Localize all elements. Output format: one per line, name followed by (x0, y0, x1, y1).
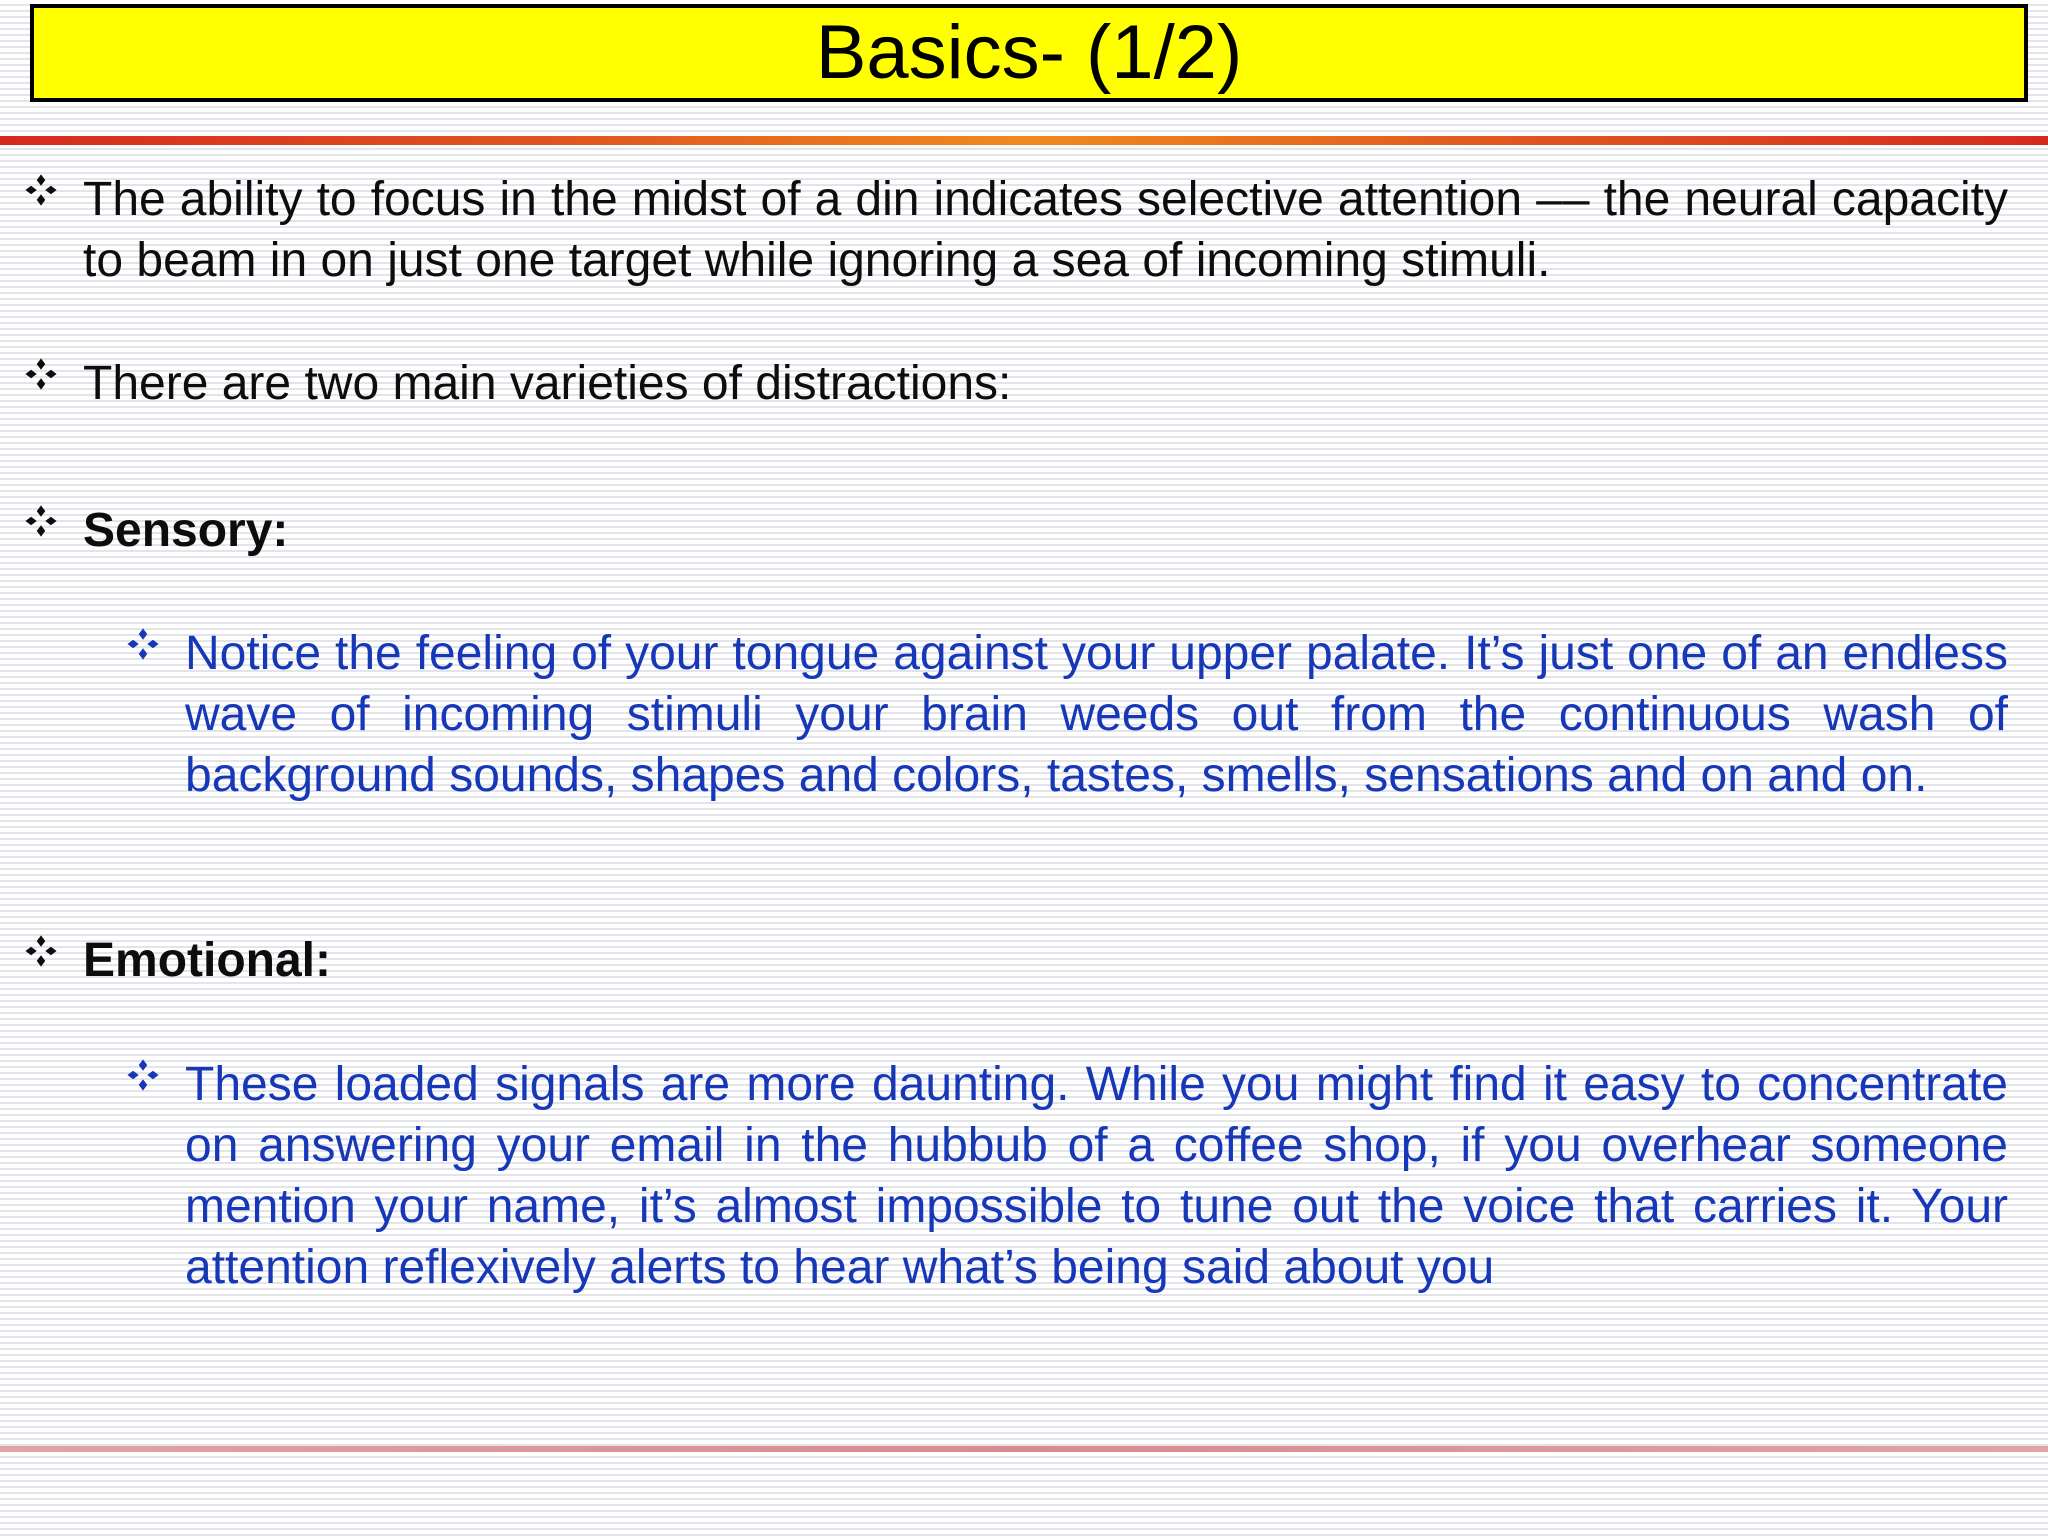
bullet-text: Sensory: (83, 504, 289, 557)
bullet-item-selective-attention (83, 169, 2008, 291)
four-diamond-bullet-icon (24, 357, 58, 391)
bullet-item-sensory-heading (83, 500, 2008, 561)
four-diamond-bullet-icon (24, 173, 58, 207)
bullet-text: There are two main varieties of distractions: (83, 357, 1012, 410)
four-diamond-bullet-icon (24, 934, 58, 968)
four-diamond-bullet-icon (126, 627, 160, 661)
four-diamond-bullet-icon (24, 504, 58, 538)
bullet-text: These loaded signals are more daunting. While you might find it easy to concentrate on answering your email in the hubbub of a coffee shop, if you overhear someone mention your name, it’s almost impossible to tune out the voice that carries it. Your attention reflexively alerts to hear what’s being said about you (185, 1058, 2008, 1294)
footer-divider (0, 1446, 2048, 1452)
bullet-item-distraction-varieties (83, 353, 2008, 414)
four-diamond-bullet-icon (126, 1058, 160, 1092)
title-banner (30, 4, 2028, 102)
sub-bullet-item-emotional (185, 1054, 2008, 1298)
bullet-item-emotional-heading (83, 930, 2008, 991)
title-divider (0, 136, 2048, 145)
sub-bullet-item-sensory (185, 623, 2008, 806)
bullet-text: Notice the feeling of your tongue against your upper palate. It’s just one of an endless wave of incoming stimuli your brain weeds out from the continuous wash of background sounds, shapes and colors, tastes, smells, sensations and on and on. (185, 627, 2008, 802)
bullet-text: Emotional: (83, 934, 331, 987)
slide-title: Basics- (1/2) (815, 10, 1243, 95)
bullet-text: The ability to focus in the midst of a din indicates selective attention –– the neural capacity to beam in on just one target while ignoring a sea of incoming stimuli. (83, 173, 2008, 287)
